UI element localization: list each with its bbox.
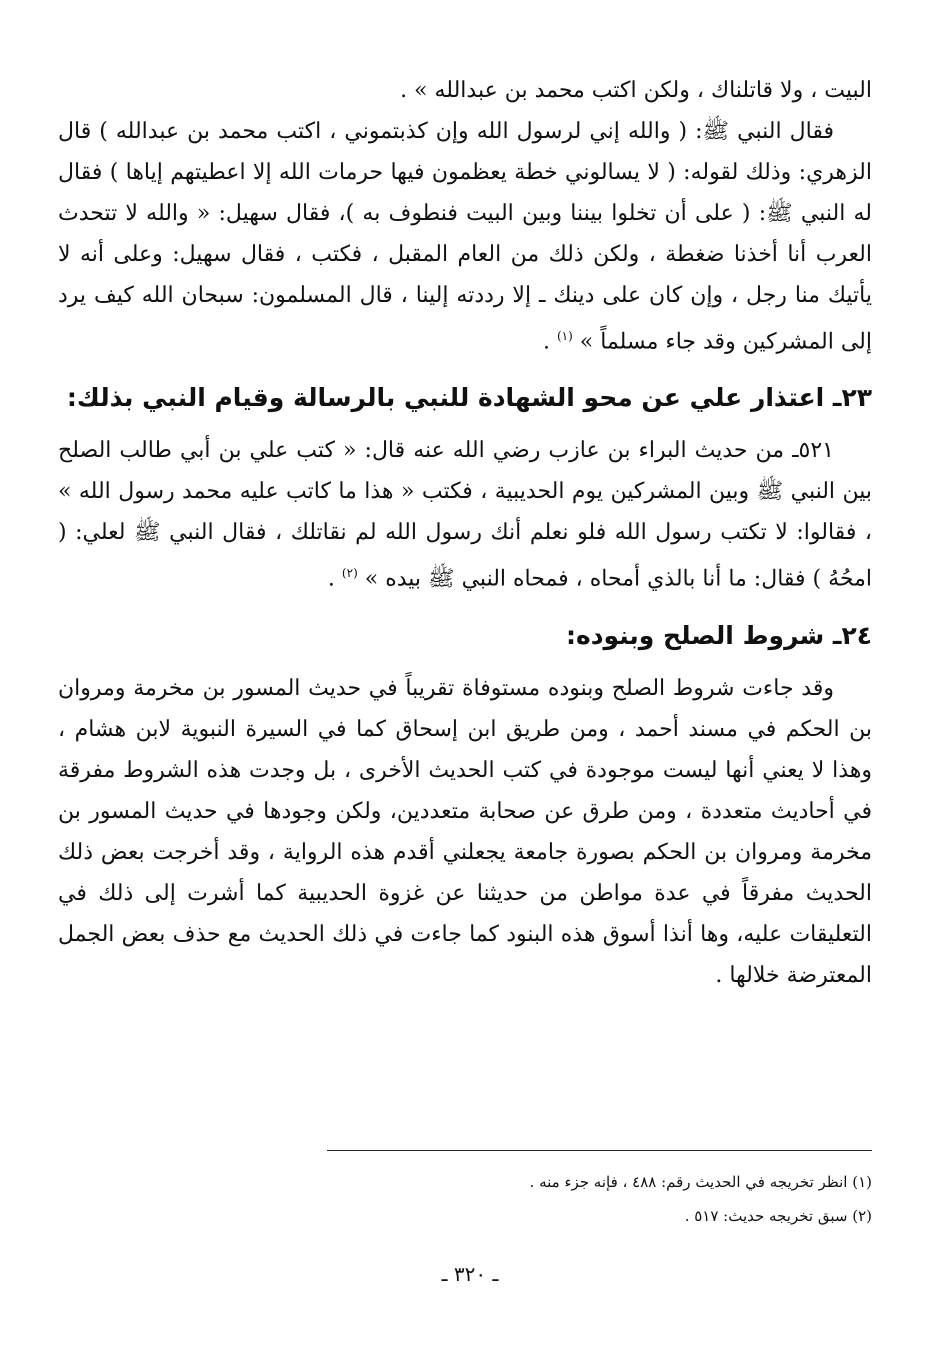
footnote-divider [327,1150,872,1151]
page-number: ـ ٣٢٠ ـ [441,1262,499,1286]
paragraph-conditions: وقد جاءت شروط الصلح وبنوده مستوفاة تقريباً في حديث المسور بن مخرمة ومروان بن الحكم في مسند أحمد ، ومن طريق ابن إسحاق كما في السيرة النبوية لابن هشام ، وهذا لا يعني أنها ليست موجودة في كتب الحديث الأخرى ، بل وجدت هذه الشروط مفرقة في أحاديث متعددة ، ومن طرق عن صحابة متعددين، ولكن وجودها في حديث المسور بن مخرمة ومروان بن الحكم بصورة جامعة يجعلني أقدم هذه الرواية ، وقد أخرجت بعض ذلك الحديث مفرقاً في عدة مواطن من حديثنا عن غزوة الحديبية كما أشرت إلى ذلك في التعليقات عليه، وها أنذا أسوق هذه البنود كما جاءت في ذلك الحديث مع حذف بعض الجمل المعترضة خلالها . [58,675,872,988]
section-heading-23: ٢٣ـ اعتذار علي عن محو الشهادة للنبي بالرسالة وقيام النبي بذلك: [66,383,872,413]
section-heading-24: ٢٤ـ شروط الصلح وبنوده: [565,620,872,650]
paragraph-end: . [327,566,342,592]
paragraph-end: . [542,329,557,355]
paragraph-hadith-521 [58,430,872,599]
paragraph-sulh-dialogue [58,111,872,362]
footnotes [327,1150,872,1233]
page-body [58,70,872,996]
paragraph-text: ٥٢١ـ من حديث البراء بن عازب رضي الله عنه قال: « كتب علي بن أبي طالب الصلح بين النبي ﷺ وبين المشركين يوم الحديبية ، فكتب « هذا ما كاتب عليه محمد رسول الله » ، فقالوا: لا تكتب رسول الله فلو نعلم أنك رسول الله لم نقاتلك ، فقال النبي ﷺ لعلي: ( امحُهُ ) فقال: ما أنا بالذي أمحاه ، فمحاه النبي ﷺ بيده » [58,438,872,592]
footnote-2: (٢) سبق تخريجه حديث: ٥١٧ . [684,1207,872,1225]
footnote-ref-1: (١) [556,329,573,343]
footnote-ref-2: (٢) [341,566,358,581]
paragraph-text: فقال النبي ﷺ: ( والله إني لرسول الله وإن كذبتموني ، اكتب محمد بن عبدالله ) قال الزهري: وذلك لقوله: ( لا يسالوني خطة يعظمون فيها حرمات الله إلا اعطيتهم إياها ) فقال له النبي ﷺ: ( على أن تخلوا بيننا وبين البيت فنطوف به )، فقال سهيل: « والله لا تتحدث العرب أنا أخذنا ضغطة ، ولكن ذلك من العام المقبل ، فكتب ، فقال سهيل: وعلى أنه لا يأتيك منا رجل ، وإن كان على دينك ـ إلا رددته إلينا ، قال المسلمون: سبحان الله كيف يرد إلى المشركين وقد جاء مسلماً » [58,119,872,355]
footnote-1: (١) انظر تخريجه في الحديث رقم: ٤٨٨ ، فإنه جزء منه . [529,1173,872,1191]
paragraph-continuation: البيت ، ولا قاتلناك ، ولكن اكتب محمد بن عبدالله » . [400,78,872,103]
